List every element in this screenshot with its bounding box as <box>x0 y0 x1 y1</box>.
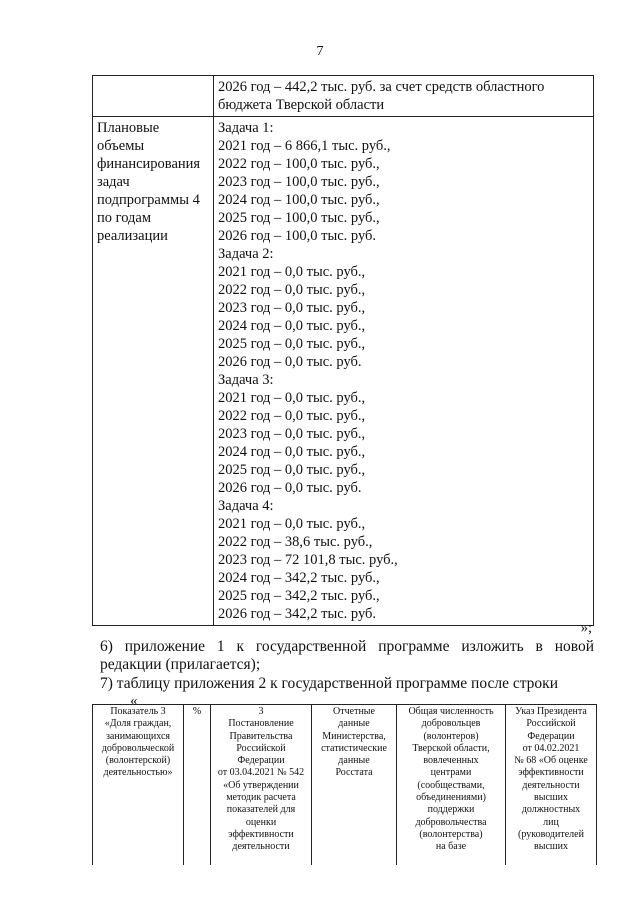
table-cell <box>506 705 597 865</box>
text-line: 2026 год – 442,2 тыс. руб. за счет средств областного <box>218 79 545 95</box>
text-line: должностных <box>521 804 581 816</box>
text-line: 2025 год – 0,0 тыс. руб., <box>218 336 366 352</box>
text-line: деятельности <box>522 779 580 791</box>
text-line: 2021 год – 6 866,1 тыс. руб., <box>218 138 391 154</box>
table-cell <box>312 705 397 865</box>
text-line: добровольческой <box>101 742 175 754</box>
text-line: финансирования <box>97 156 201 172</box>
text-line: занимающихся <box>105 730 171 742</box>
text-line: (волонтерства) <box>419 828 483 840</box>
table-cell-label <box>93 117 214 626</box>
text-line: № 68 «Об оценке <box>514 755 588 767</box>
text-line: данные <box>338 718 370 730</box>
table-cell <box>211 705 312 865</box>
opening-quote: « <box>130 693 138 709</box>
text-line: поддержки <box>427 804 475 816</box>
text-line: вовлеченных <box>423 755 479 767</box>
text-line: Показатель 3 <box>110 706 166 717</box>
text-line: 2026 год – 0,0 тыс. руб. <box>218 480 362 496</box>
text-line: деятельностью» <box>103 767 173 779</box>
text-line: (руководителей <box>518 828 584 840</box>
text-line: Задача 2: <box>218 246 274 262</box>
text-line: Тверской области, <box>412 742 490 754</box>
text-line: Отчетные <box>333 706 375 717</box>
paragraph-6-line-2: редакции (прилагается); <box>100 656 261 673</box>
indicator-table <box>92 704 597 865</box>
text-line: 2023 год – 100,0 тыс. руб., <box>218 174 380 190</box>
text-line: методик расчета <box>226 792 296 804</box>
text-line: 2022 год – 0,0 тыс. руб., <box>218 408 366 424</box>
paragraph-7: 7) таблицу приложения 2 к государственной программе после строки <box>100 675 558 692</box>
text-line: Указ Президента <box>515 706 587 717</box>
paragraph-6-line-1: 6) приложение 1 к государственной программе изложить в новой <box>100 638 594 655</box>
text-line: Росстата <box>335 767 373 779</box>
text-line: высших <box>534 792 568 804</box>
text-line: Задача 4: <box>218 498 274 514</box>
text-line: 2025 год – 342,2 тыс. руб., <box>218 588 380 604</box>
text-line: добровольцев <box>421 718 481 730</box>
text-line: высших <box>534 841 568 853</box>
text-line: данные <box>338 755 370 767</box>
table-row <box>93 117 594 626</box>
text-line: «Доля граждан, <box>104 718 172 730</box>
text-line: (сообществами, <box>417 779 485 791</box>
table-cell <box>397 705 506 865</box>
text-line: Постановление <box>228 718 294 730</box>
text-line: 2022 год – 38,6 тыс. руб., <box>218 534 373 550</box>
table-row <box>93 76 594 117</box>
text-line: лиц <box>543 816 559 828</box>
text-line: 2025 год – 100,0 тыс. руб., <box>218 210 380 226</box>
text-line: (волонтеров) <box>423 730 479 742</box>
text-line: 2024 год – 0,0 тыс. руб., <box>218 318 366 334</box>
text-line: от 03.04.2021 № 542 <box>217 767 305 779</box>
table-cell <box>93 705 184 865</box>
text-line: Плановые <box>97 120 160 136</box>
table-cell <box>184 705 211 865</box>
text-line: показателей для <box>226 804 296 816</box>
text-line: 2022 год – 100,0 тыс. руб., <box>218 156 380 172</box>
text-line: добровольчества <box>415 816 487 828</box>
table-cell <box>93 76 214 117</box>
text-line: Федерации <box>237 755 285 767</box>
text-line: 2026 год – 100,0 тыс. руб. <box>218 228 377 244</box>
text-line: Российской <box>236 742 286 754</box>
text-line: бюджета Тверской области <box>218 97 385 113</box>
closing-quote: »; <box>580 620 592 636</box>
text-line: Правительства <box>229 730 293 742</box>
text-line: 2025 год – 0,0 тыс. руб., <box>218 462 366 478</box>
text-line: 2026 год – 342,2 тыс. руб. <box>218 606 377 622</box>
text-line: от 04.02.2021 <box>522 742 580 754</box>
text-line: 2026 год – 0,0 тыс. руб. <box>218 354 362 370</box>
text-line: реализации <box>97 228 168 244</box>
text-line: на базе <box>435 841 467 853</box>
text-line: 2024 год – 0,0 тыс. руб., <box>218 444 366 460</box>
text-line: % <box>192 706 202 717</box>
financing-table <box>92 75 594 626</box>
text-line: по годам <box>97 210 152 226</box>
text-line: статистические <box>321 742 387 754</box>
text-line: подпрограммы 4 <box>97 192 200 208</box>
text-line: объединениями) <box>416 792 486 804</box>
text-line: Задача 3: <box>218 372 274 388</box>
text-line: объемы <box>97 138 145 154</box>
page-number: 7 <box>316 44 324 59</box>
text-line: 2022 год – 0,0 тыс. руб., <box>218 282 366 298</box>
text-line: 2021 год – 0,0 тыс. руб., <box>218 516 366 532</box>
text-line: Задача 1: <box>218 120 274 136</box>
table-cell-values <box>214 117 594 626</box>
text-line: задач <box>97 174 130 190</box>
table-row <box>93 705 597 865</box>
text-line: оценки <box>245 816 277 828</box>
text-line: 2023 год – 72 101,8 тыс. руб., <box>218 552 398 568</box>
text-line: деятельности <box>232 841 290 853</box>
text-line: 2021 год – 0,0 тыс. руб., <box>218 264 366 280</box>
text-line: центрами <box>430 767 472 779</box>
text-line: (волонтерской) <box>105 755 171 767</box>
text-line: Министерства, <box>322 730 386 742</box>
text-line: 2023 год – 0,0 тыс. руб., <box>218 300 366 316</box>
text-line: эффективности <box>518 767 584 779</box>
text-line: 2023 год – 0,0 тыс. руб., <box>218 426 366 442</box>
text-line: Общая численность <box>408 706 494 717</box>
text-line: Российской <box>526 718 576 730</box>
text-line: эффективности <box>228 828 294 840</box>
text-line: 3 <box>258 706 264 717</box>
text-line: 2024 год – 342,2 тыс. руб., <box>218 570 380 586</box>
text-line: 2021 год – 0,0 тыс. руб., <box>218 390 366 406</box>
text-line: Федерации <box>527 730 575 742</box>
table-cell <box>214 76 594 117</box>
text-line: 2024 год – 100,0 тыс. руб., <box>218 192 380 208</box>
text-line: «Об утверждении <box>223 779 299 791</box>
